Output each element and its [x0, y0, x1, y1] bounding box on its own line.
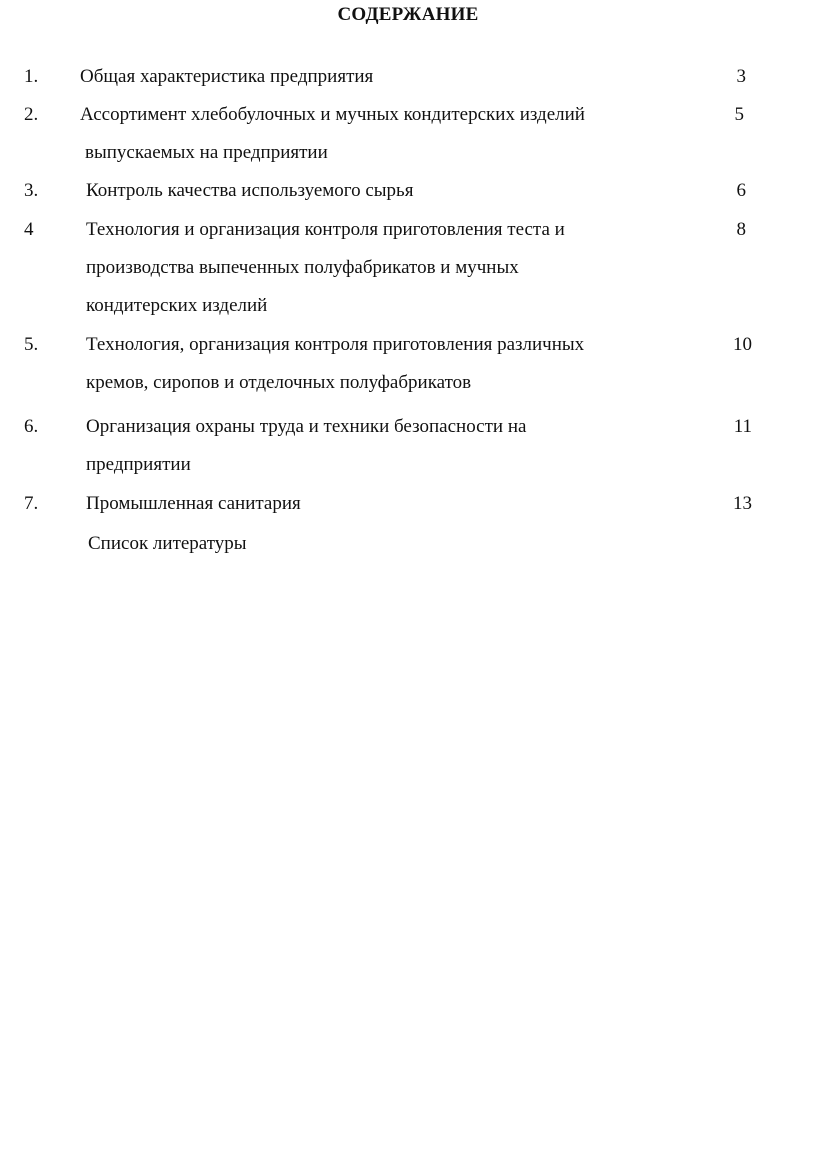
toc-entry-line: Промышленная санитария [86, 493, 301, 514]
toc-entry-line: Общая характеристика предприятия [80, 66, 374, 87]
toc-entry-text [86, 408, 686, 484]
toc-entry-number: 2. [24, 104, 39, 125]
toc-entry-number: 5. [24, 334, 39, 355]
toc-entry-number: 3. [24, 180, 39, 201]
toc-entry-page: 10 [733, 334, 752, 355]
toc-entry-line: предприятии [86, 454, 191, 475]
toc-entry-page: 5 [734, 104, 744, 125]
toc-entry-page: 8 [736, 219, 746, 240]
toc-entry-text [86, 172, 686, 210]
toc-entry-text [86, 326, 686, 402]
toc-bibliography-text: Список литературы [88, 533, 247, 554]
toc-entry-number: 7. [24, 493, 39, 514]
toc-entry-number: 1. [24, 66, 39, 87]
toc-entry-line: Ассортимент хлебобулочных и мучных кондитерских изделий [80, 104, 585, 125]
toc-entry-number: 4 [24, 219, 34, 240]
toc-entry-page: 13 [733, 493, 752, 514]
toc-entry-text [80, 58, 680, 96]
toc-entry-text [86, 485, 686, 523]
toc-entry-line: Организация охраны труда и техники безопасности на [86, 416, 527, 437]
toc-entry-number: 6. [24, 416, 39, 437]
toc-entry-page: 6 [736, 180, 746, 201]
toc-entry-text [80, 96, 680, 172]
toc-entry-line: Контроль качества используемого сырья [86, 180, 414, 201]
toc-entry-line: выпускаемых на предприятии [85, 142, 328, 163]
toc-entry-line: кремов, сиропов и отделочных полуфабрикатов [86, 372, 472, 393]
toc-entry-line: Технология, организация контроля приготовления различных [86, 334, 585, 355]
page-title: СОДЕРЖАНИЕ [337, 4, 479, 25]
toc-entry-page: 3 [736, 66, 746, 87]
toc-entry-line: кондитерских изделий [86, 295, 268, 316]
toc-entry-text [86, 211, 686, 325]
toc-entry-line: Технология и организация контроля приготовления теста и [86, 219, 565, 240]
toc-entry-line: производства выпеченных полуфабрикатов и мучных [86, 257, 519, 278]
toc-entry-page: 11 [733, 416, 752, 437]
